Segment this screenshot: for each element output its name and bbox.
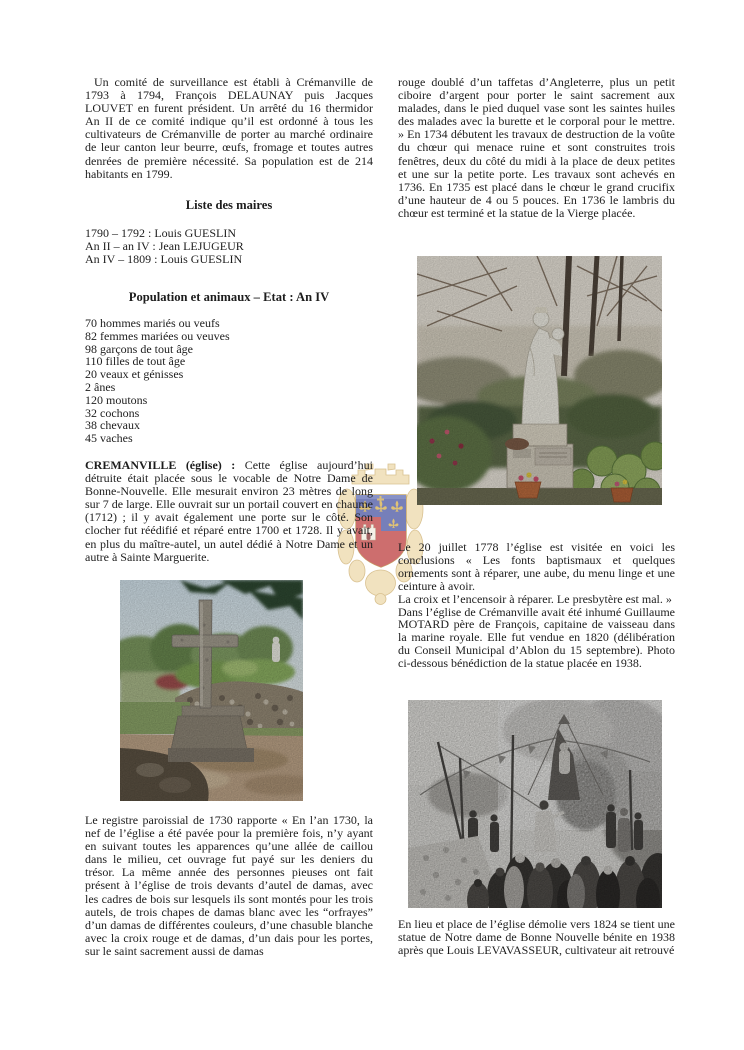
visit-paragraph: La croix et l’encensoir à réparer. Le presbytère est mal. » xyxy=(398,591,672,606)
continuation-paragraph: rouge doublé d’un taffetas d’Angleterre, plus un petit ciboire d’argent pour porter le saint sacrement aux malades, dans le pied duquel vase sont les saintes huiles des malades avec la burette et le corporal pour le mettre. » En 1734 débutent les travaux de destruction de la voûte du chœur qui menace ruine et sont construites trois fenêtres, deux du côté du midi à la place de deux petites et une sur la petite porte. Les travaux sont achevés en 1736. En 1735 est placé dans le chœur le grand crucifix d’une hauteur de 4 ou 5 pouces. En 1736 le lambris du chœur est terminé et la statue de la Vierge placée. xyxy=(398,75,675,220)
census-line: 82 femmes mariées ou veuves xyxy=(85,328,230,343)
visit-paragraphs xyxy=(398,541,675,670)
census-line: 32 cochons xyxy=(85,405,140,420)
closing-paragraph: En lieu et place de l’église démolie vers 1824 se tient une statue de Notre dame de Bonne Nouvelle bénite en 1938 après que Louis LEVAVASSEUR, cultivateur ait retrouvé xyxy=(398,917,675,958)
mayor-line: An II – an IV : Jean LEJUGEUR xyxy=(85,239,244,254)
census-line: 98 garçons de tout âge xyxy=(85,341,193,356)
mayors-heading: Liste des maires xyxy=(185,198,273,212)
church-lead: CREMANVILLE (église) : xyxy=(85,458,236,472)
census-line: 45 vaches xyxy=(85,431,133,446)
census-line: 120 moutons xyxy=(85,392,148,407)
visit-paragraph: Dans l’église de Crémanville avait été inhumé Guillaume MOTARD père de François, capitaine de vaisseau dans la marine royale. Elle fut vendue en 1820 (délibération du Conseil Municipal d’Ablon du 15 septembre). Photo ci-dessous bénédiction de la statue placée en 1938. xyxy=(398,604,675,671)
register-paragraph: Le registre paroissial de 1730 rapporte « En l’an 1730, la nef de l’église a été pavée pour la première fois, n’y ayant en suivant toutes les apparences qu’une allée de caillou dans le milieu, cet ouvrage fut payé sur les deniers du trésor. La même année des personnes pieuses ont fait présent à l’église de trois devants d’autel de damas, avec les cadres de bois sur lesquels ils sont montés pour les trois autels, de trois chapes de damas blanc avec les “orfrayes” d’un damas de différentes couleurs, d’une chasuble blanche avec la croix rouge et de damas, d’un dais pour les portes, sur le saint sacrement aussi de damas xyxy=(85,813,373,958)
visit-paragraph: Le 20 juillet 1778 l’église est visitée en voici les conclusions « Les fonts baptismaux et quelques ornements sont à réparer, une aube, du menu linge et une ceinture à avoir. xyxy=(398,540,675,593)
census-line: 2 ânes xyxy=(85,379,116,394)
census-line: 38 chevaux xyxy=(85,418,140,433)
photo-stone-cross xyxy=(120,580,303,801)
mayor-line: An IV – 1809 : Louis GUESLIN xyxy=(85,252,243,267)
church-paragraph xyxy=(85,459,373,564)
church-body: Cette église aujourd’hui détruite était placée sous le vocable de Notre Dame de Bonne-Nouvelle. Elle mesurait environ 23 mètres de long sur 7 de large. Elle ouvrait sur un portail couvert en chaume (1712) ; il y avait également une porte sur le côté. Son clocher fut réédifié et réparé entre 1700 et 1728. Il y avait, en plus du maître-autel, un autel dédié à Notre Dame et un autre à Sainte Marguerite. xyxy=(85,458,373,564)
mayors-list xyxy=(85,227,373,266)
intro-paragraph: Un comité de surveillance est établi à Crémanville de 1793 à 1794, François DELAUNAY puis Jacques LOUVET en furent président. Un arrêté du 16 thermidor An II de ce comité indique qu’il est ordonné à tous les cultivateurs de Crémanville de porter au marché ordinaire de leur canton leur beurre, œufs, fromage et toutes autres denrées de première nécessité. Sa population est de 214 habitants en 1799. xyxy=(85,75,373,181)
census-line: 20 veaux et génisses xyxy=(85,367,184,382)
census-list xyxy=(85,317,373,445)
photo-virgin-statue xyxy=(417,256,662,505)
census-line: 110 filles de tout âge xyxy=(85,354,186,369)
photo-benediction-ceremony xyxy=(408,700,662,908)
census-heading: Population et animaux – Etat : An IV xyxy=(128,290,330,304)
census-line: 70 hommes mariés ou veufs xyxy=(85,316,220,330)
mayor-line: 1790 – 1792 : Louis GUESLIN xyxy=(85,226,236,240)
